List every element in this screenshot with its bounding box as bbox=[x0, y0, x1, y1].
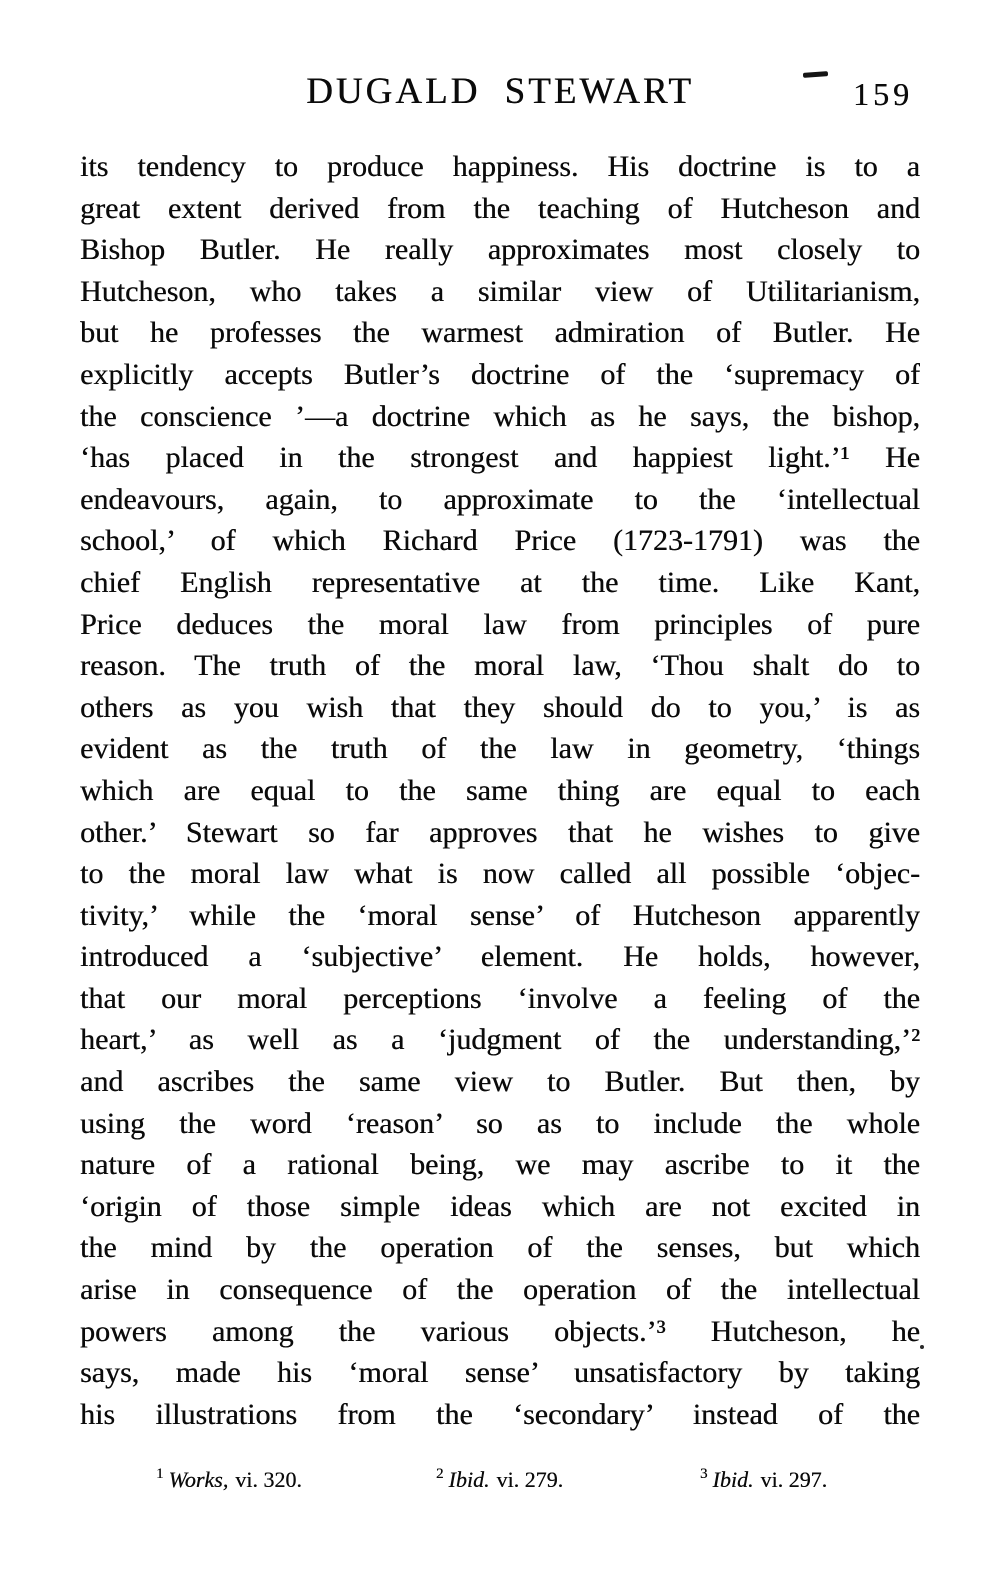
text-line: Price deduces the moral law from principles of pure bbox=[80, 607, 920, 641]
text-line: heart,’ as well as a ‘judgment of the understanding,’² bbox=[80, 1023, 920, 1057]
text-line: but he professes the warmest admiration of Butler. He bbox=[80, 316, 920, 350]
text-line: introduced a ‘subjective’ element. He holds, however, bbox=[80, 940, 920, 974]
text-line: arise in consequence of the operation of the intellectual bbox=[80, 1273, 920, 1307]
text-line: reason. The truth of the moral law, ‘Thou shalt do to bbox=[80, 649, 920, 683]
text-line: explicitly accepts Butler’s doctrine of the ‘supremacy of bbox=[80, 357, 920, 391]
page-number: 159 bbox=[853, 76, 913, 112]
text-line: his illustrations from the ‘secondary’ instead of the bbox=[80, 1397, 920, 1431]
footnote-marker: 2 bbox=[436, 1466, 444, 1482]
footnote-reference: vi. 279. bbox=[496, 1467, 564, 1492]
footnotes bbox=[80, 1466, 920, 1506]
footnote-1 bbox=[156, 1466, 302, 1493]
ink-dot-artifact bbox=[920, 1345, 924, 1349]
text-line: chief English representative at the time. Like Kant, bbox=[80, 565, 920, 599]
text-line: evident as the truth of the law in geometry, ‘things bbox=[80, 732, 920, 766]
text-line: the conscience ’—a doctrine which as he says, the bishop, bbox=[80, 399, 920, 433]
footnote-source: Ibid. bbox=[712, 1467, 754, 1492]
text-line: ‘has placed in the strongest and happiest light.’¹ He bbox=[80, 441, 920, 475]
text-line: powers among the various objects.’³ Hutcheson, he bbox=[80, 1314, 920, 1348]
footnote-source: Works, bbox=[168, 1467, 229, 1492]
text-line: school,’ of which Richard Price (1723-1791) was the bbox=[80, 524, 920, 558]
text-line: its tendency to produce happiness. His doctrine is to a bbox=[80, 150, 920, 183]
text-line: other.’ Stewart so far approves that he wishes to give bbox=[80, 815, 920, 849]
text-line: tivity,’ while the ‘moral sense’ of Hutcheson apparently bbox=[80, 898, 920, 932]
footnote-2 bbox=[436, 1466, 563, 1493]
text-line: ‘origin of those simple ideas which are not excited in bbox=[80, 1189, 920, 1223]
footnote-marker: 1 bbox=[156, 1466, 164, 1482]
text-line: using the word ‘reason’ so as to include the whole bbox=[80, 1106, 920, 1140]
footnote-reference: vi. 297. bbox=[760, 1467, 828, 1492]
text-line: the mind by the operation of the senses, but which bbox=[80, 1231, 920, 1265]
text-line: which are equal to the same thing are equal to each bbox=[80, 773, 920, 807]
footnote-marker: 3 bbox=[700, 1466, 708, 1482]
footnote-source: Ibid. bbox=[448, 1467, 490, 1492]
text-line: endeavours, again, to approximate to the ‘intellectual bbox=[80, 482, 920, 516]
text-line: that our moral perceptions ‘involve a feeling of the bbox=[80, 981, 920, 1015]
text-line: to the moral law what is now called all possible ‘objec- bbox=[80, 857, 920, 891]
body-text bbox=[80, 146, 920, 1435]
footnote-3 bbox=[700, 1466, 827, 1493]
text-line: Bishop Butler. He really approximates most closely to bbox=[80, 233, 920, 267]
page-header-title: DUGALD STEWART bbox=[306, 71, 694, 112]
text-line: great extent derived from the teaching of Hutcheson and bbox=[80, 191, 920, 225]
text-line: others as you wish that they should do to you,’ is as bbox=[80, 690, 920, 724]
text-line: says, made his ‘moral sense’ unsatisfactory by taking bbox=[80, 1356, 920, 1390]
text-line: and ascribes the same view to Butler. But then, by bbox=[80, 1065, 920, 1099]
text-line: nature of a rational being, we may ascribe to it the bbox=[80, 1148, 920, 1182]
text-line: Hutcheson, who takes a similar view of Utilitarianism, bbox=[80, 274, 920, 308]
footnote-reference: vi. 320. bbox=[235, 1467, 302, 1492]
